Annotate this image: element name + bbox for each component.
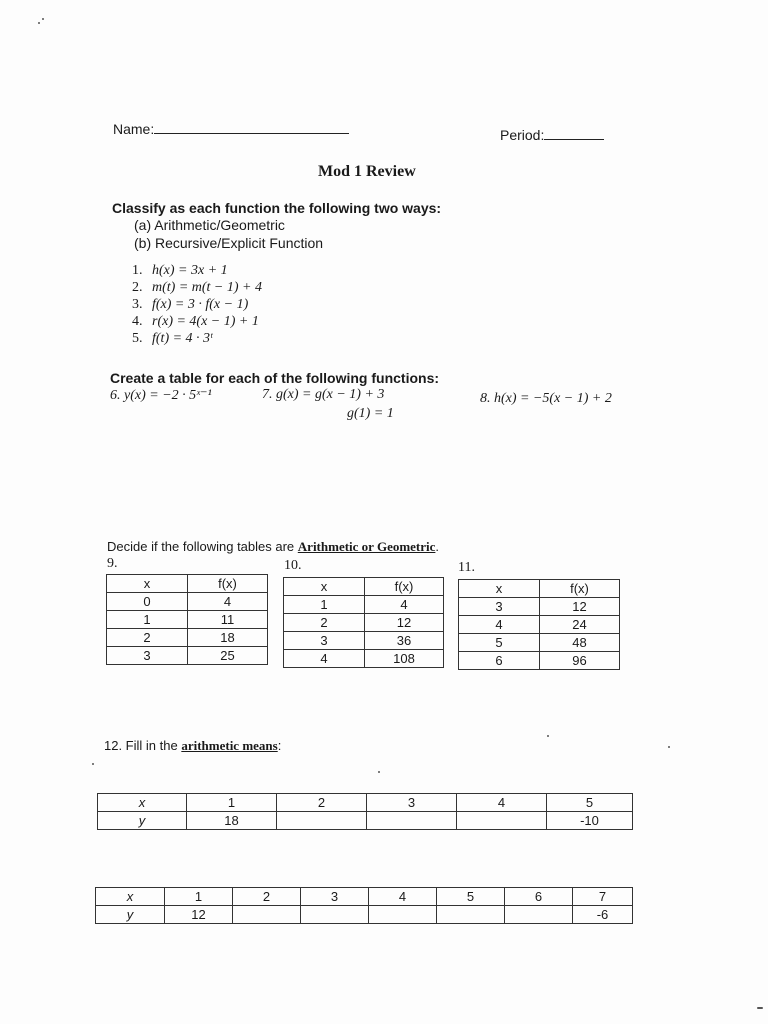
- scan-speck: [668, 746, 670, 748]
- name-blank[interactable]: [154, 133, 349, 134]
- table-row: [284, 650, 444, 668]
- x-cell: 4: [369, 888, 437, 906]
- cell: 18: [188, 629, 268, 647]
- scan-speck: [547, 735, 549, 737]
- table-row: [107, 593, 268, 611]
- name-label: Name:: [113, 121, 155, 137]
- decide-prefix: Decide if the following tables are: [107, 539, 298, 554]
- means-suffix: :: [277, 738, 282, 753]
- x-label: x: [96, 888, 165, 906]
- table-11-label: 11.: [458, 560, 475, 575]
- scan-speck: [42, 18, 44, 20]
- x-cell: 2: [233, 888, 301, 906]
- y-cell: -10: [547, 812, 633, 830]
- y-cell: 12: [165, 906, 233, 924]
- name-field[interactable]: [113, 121, 349, 137]
- cell: 96: [540, 652, 620, 670]
- x-cell: 1: [187, 794, 277, 812]
- cell: 12: [365, 614, 444, 632]
- cell: 4: [188, 593, 268, 611]
- scan-speck: [378, 771, 380, 773]
- x-cell: 6: [505, 888, 573, 906]
- item-number: 2.: [132, 280, 143, 295]
- x-cell: 5: [547, 794, 633, 812]
- table-header-row: [107, 575, 268, 593]
- y-cell-blank[interactable]: [369, 906, 437, 924]
- means-emphasis: arithmetic means: [181, 738, 278, 753]
- classify-item-4: [132, 313, 262, 330]
- scan-speck: [757, 1007, 763, 1009]
- classify-item-5: [132, 330, 262, 347]
- y-cell-blank[interactable]: [233, 906, 301, 924]
- cell: 3: [284, 632, 365, 650]
- means-table-2[interactable]: [95, 887, 633, 924]
- table-10-label: 10.: [284, 558, 302, 573]
- table-9-label: 9.: [107, 556, 118, 571]
- x-label: x: [98, 794, 187, 812]
- cell: 11: [188, 611, 268, 629]
- cell: 3: [459, 598, 540, 616]
- classify-list: [132, 262, 262, 347]
- cell: 6: [459, 652, 540, 670]
- y-label: y: [96, 906, 165, 924]
- x-cell: 5: [437, 888, 505, 906]
- x-cell: 4: [457, 794, 547, 812]
- cell: 2: [284, 614, 365, 632]
- table-row: [284, 614, 444, 632]
- x-row: [96, 888, 633, 906]
- means-prefix: 12. Fill in the: [104, 738, 182, 753]
- header-fx: f(x): [540, 580, 620, 598]
- classify-item-1: [132, 262, 262, 279]
- cell: 2: [107, 629, 188, 647]
- header-fx: f(x): [365, 578, 444, 596]
- question-6: 6. y(x) = −2 · 5ˣ⁻¹: [110, 388, 212, 403]
- item-number: 1.: [132, 263, 143, 278]
- table-row: [107, 629, 268, 647]
- x-cell: 7: [573, 888, 633, 906]
- header-fx: f(x): [188, 575, 268, 593]
- x-row: [98, 794, 633, 812]
- classify-heading: Classify as each function the following two ways:: [112, 200, 442, 216]
- decide-heading: [107, 539, 439, 555]
- table-row: [459, 616, 620, 634]
- y-cell-blank[interactable]: [277, 812, 367, 830]
- header-x: x: [284, 578, 365, 596]
- y-cell-blank[interactable]: [301, 906, 369, 924]
- scan-speck: [92, 763, 94, 765]
- y-cell-blank[interactable]: [457, 812, 547, 830]
- cell: 12: [540, 598, 620, 616]
- cell: 5: [459, 634, 540, 652]
- x-cell: 3: [301, 888, 369, 906]
- table-row: [107, 647, 268, 665]
- cell: 24: [540, 616, 620, 634]
- item-number: 3.: [132, 297, 143, 312]
- table-10: [283, 577, 444, 668]
- y-cell: 18: [187, 812, 277, 830]
- classify-option-b: (b) Recursive/Explicit Function: [134, 235, 324, 251]
- table-header-row: [284, 578, 444, 596]
- item-expression: h(x) = 3x + 1: [152, 263, 228, 278]
- cell: 0: [107, 593, 188, 611]
- cell: 25: [188, 647, 268, 665]
- header-x: x: [107, 575, 188, 593]
- table-row: [459, 652, 620, 670]
- create-heading: Create a table for each of the following functions:: [110, 370, 440, 386]
- y-row: [96, 906, 633, 924]
- table-row: [459, 634, 620, 652]
- x-cell: 1: [165, 888, 233, 906]
- period-field[interactable]: [500, 127, 604, 143]
- item-expression: m(t) = m(t − 1) + 4: [152, 280, 262, 295]
- cell: 4: [365, 596, 444, 614]
- classify-item-2: [132, 279, 262, 296]
- y-cell-blank[interactable]: [505, 906, 573, 924]
- table-9: [106, 574, 268, 665]
- x-cell: 2: [277, 794, 367, 812]
- question-7-initial: g(1) = 1: [347, 406, 394, 421]
- decide-emphasis: Arithmetic or Geometric: [297, 539, 436, 554]
- y-row: [98, 812, 633, 830]
- table-row: [459, 598, 620, 616]
- means-table-1[interactable]: [97, 793, 633, 830]
- cell: 48: [540, 634, 620, 652]
- scan-speck: [38, 22, 40, 24]
- table-row: [284, 596, 444, 614]
- item-expression: r(x) = 4(x − 1) + 1: [152, 314, 259, 329]
- cell: 108: [365, 650, 444, 668]
- item-expression: f(x) = 3 · f(x − 1): [152, 297, 249, 312]
- cell: 36: [365, 632, 444, 650]
- cell: 3: [107, 647, 188, 665]
- table-header-row: [459, 580, 620, 598]
- cell: 4: [459, 616, 540, 634]
- y-cell-blank[interactable]: [367, 812, 457, 830]
- x-cell: 3: [367, 794, 457, 812]
- classify-option-a: (a) Arithmetic/Geometric: [134, 217, 285, 233]
- period-label: Period:: [500, 127, 545, 143]
- cell: 1: [107, 611, 188, 629]
- table-11: [458, 579, 620, 670]
- item-number: 4.: [132, 314, 143, 329]
- cell: 4: [284, 650, 365, 668]
- y-cell: -6: [573, 906, 633, 924]
- question-8: 8. h(x) = −5(x − 1) + 2: [480, 391, 612, 406]
- period-blank[interactable]: [544, 139, 604, 140]
- means-heading: [104, 738, 281, 754]
- table-row: [107, 611, 268, 629]
- page-title: Mod 1 Review: [318, 163, 416, 180]
- cell: 1: [284, 596, 365, 614]
- table-row: [284, 632, 444, 650]
- y-label: y: [98, 812, 187, 830]
- decide-suffix: .: [435, 539, 440, 554]
- classify-item-3: [132, 296, 262, 313]
- item-number: 5.: [132, 331, 143, 346]
- header-x: x: [459, 580, 540, 598]
- item-expression: f(t) = 4 · 3ᵗ: [152, 331, 213, 346]
- question-7: 7. g(x) = g(x − 1) + 3: [262, 387, 385, 402]
- y-cell-blank[interactable]: [437, 906, 505, 924]
